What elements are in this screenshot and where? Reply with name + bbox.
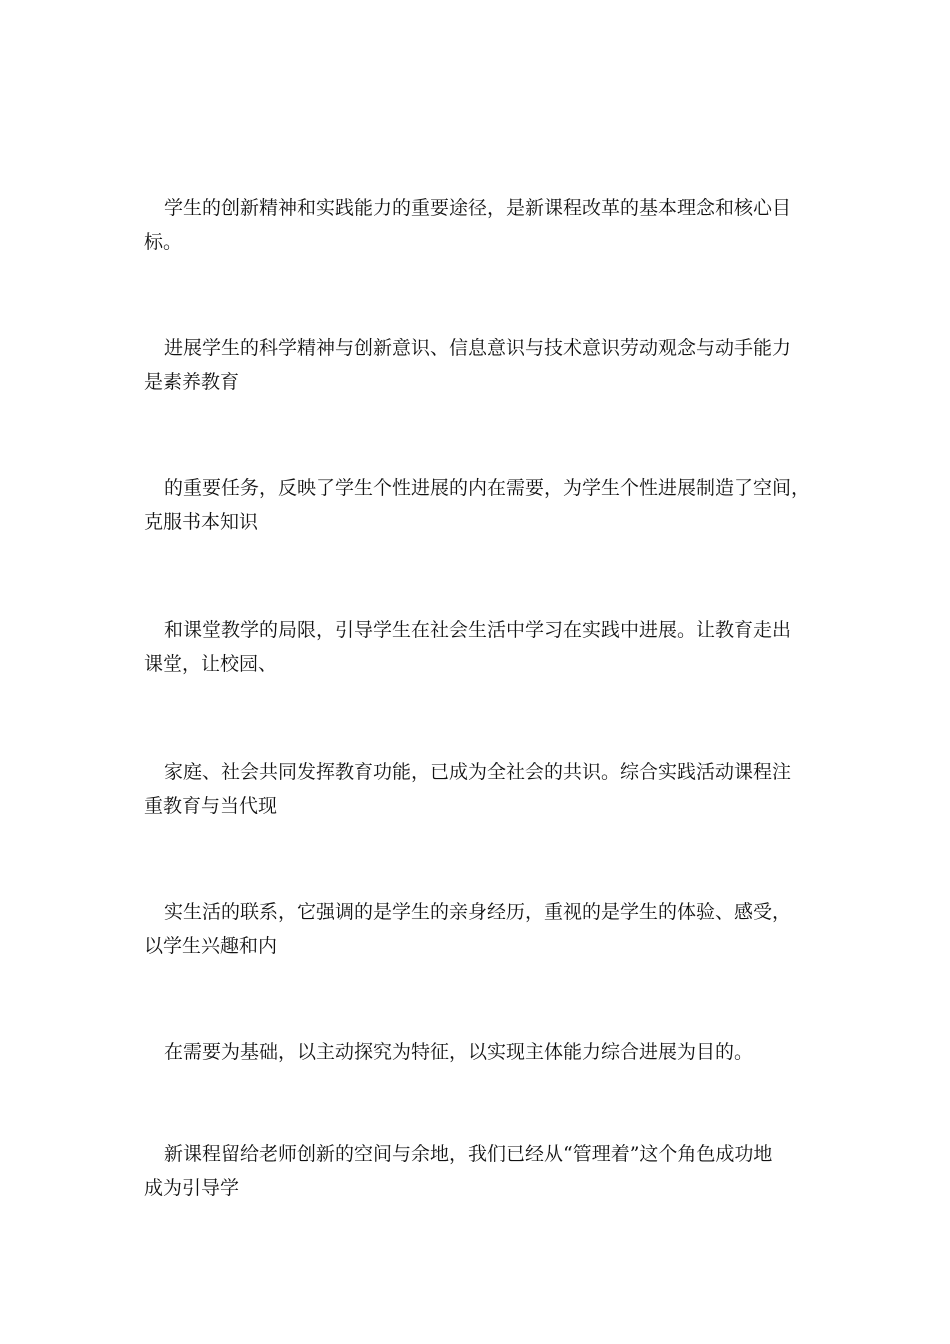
paragraph-line: 在需要为基础，以主动探究为特征，以实现主体能力综合进展为目的。 <box>164 1041 754 1063</box>
paragraph-line: 的重要任务，反映了学生个性进展的内在需要，为学生个性进展制造了空间， <box>164 477 811 499</box>
paragraph-line: 学生的创新精神和实践能力的重要途径，是新课程改革的基本理念和核心目 <box>164 197 792 219</box>
paragraph-2 <box>144 331 814 399</box>
paragraph-3 <box>144 471 814 539</box>
paragraph-line: 课堂，让校园、 <box>144 653 278 675</box>
paragraph-8 <box>144 1137 814 1205</box>
paragraph-line: 克服书本知识 <box>144 511 259 533</box>
paragraph-4 <box>144 613 814 681</box>
paragraph-line: 成为引导学 <box>144 1177 240 1199</box>
paragraph-line: 标。 <box>144 231 183 253</box>
paragraph-line: 进展学生的科学精神与创新意识、信息意识与技术意识劳动观念与动手能力 <box>164 337 792 359</box>
paragraph-7 <box>144 1035 814 1069</box>
paragraph-line: 实生活的联系，它强调的是学生的亲身经历，重视的是学生的体验、感受， <box>164 901 792 923</box>
paragraph-line: 是素养教育 <box>144 371 240 393</box>
paragraph-line: 重教育与当代现 <box>144 795 278 817</box>
paragraph-line: 以学生兴趣和内 <box>144 935 278 957</box>
paragraph-5 <box>144 755 814 823</box>
paragraph-line: 家庭、社会共同发挥教育功能，已成为全社会的共识。综合实践活动课程注 <box>164 761 792 783</box>
paragraph-line: 新课程留给老师创新的空间与余地，我们已经从“管理着”这个角色成功地 <box>164 1143 773 1165</box>
paragraph-6 <box>144 895 814 963</box>
paragraph-line: 和课堂教学的局限，引导学生在社会生活中学习在实践中进展。让教育走出 <box>164 619 792 641</box>
paragraph-1 <box>144 191 814 259</box>
